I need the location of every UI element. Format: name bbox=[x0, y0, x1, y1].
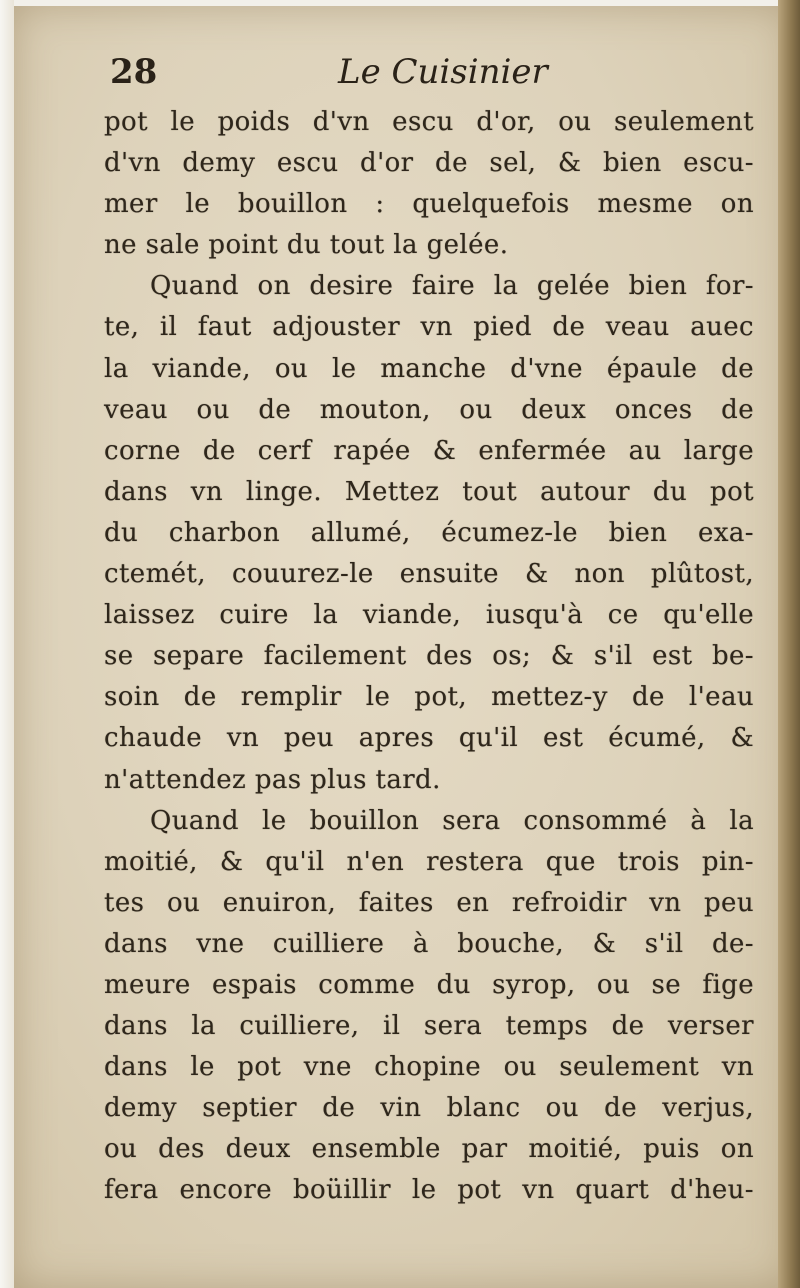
text-line: dans la cuilliere, il sera temps de verser bbox=[104, 1011, 754, 1042]
text-line: Quand on desire faire la gelée bien for- bbox=[150, 271, 754, 302]
page-number: 28 bbox=[110, 52, 158, 92]
text-line: tes ou enuiron, faites en refroidir vn peu bbox=[104, 887, 754, 918]
body-text bbox=[104, 102, 754, 1212]
text-line: la viande, ou le manche d'vne épaule de bbox=[104, 353, 754, 384]
text-line: ne sale point du tout la gelée. bbox=[104, 230, 509, 261]
text-line: veau ou de mouton, ou deux onces de bbox=[104, 394, 754, 425]
running-title: Le Cuisinier bbox=[338, 52, 548, 92]
text-line: chaude vn peu apres qu'il est écumé, & bbox=[104, 723, 754, 754]
text-line: meure espais comme du syrop, ou se fige bbox=[104, 969, 754, 1000]
text-line: d'vn demy escu d'or de sel, & bien escu- bbox=[104, 148, 754, 179]
text-line: du charbon allumé, écumez-le bien exa- bbox=[104, 517, 754, 548]
text-line: dans le pot vne chopine ou seulement vn bbox=[104, 1052, 754, 1083]
text-line: corne de cerf rapée & enfermée au large bbox=[104, 435, 754, 466]
text-line: n'attendez pas plus tard. bbox=[104, 764, 441, 795]
text-line: soin de remplir le pot, mettez-y de l'eau bbox=[104, 682, 754, 713]
running-head bbox=[110, 52, 750, 102]
text-line: se separe facilement des os; & s'il est be- bbox=[104, 641, 754, 672]
text-line: ctemét, couurez-le ensuite & non plûtost, bbox=[104, 559, 754, 590]
text-line: demy septier de vin blanc ou de verjus, bbox=[104, 1093, 754, 1124]
left-page-edge bbox=[0, 0, 14, 1288]
text-line: te, il faut adjouster vn pied de veau auec bbox=[104, 312, 754, 343]
text-line: pot le poids d'vn escu d'or, ou seulement bbox=[104, 107, 754, 137]
text-line: dans vn linge. Mettez tout autour du pot bbox=[104, 476, 754, 507]
text-line: Quand le bouillon sera consommé à la bbox=[150, 805, 754, 836]
text-line: mer le bouillon : quelquefois mesme on bbox=[104, 189, 754, 220]
text-line: ou des deux ensemble par moitié, puis on bbox=[104, 1134, 754, 1165]
text-line: fera encore boüillir le pot vn quart d'heu- bbox=[104, 1175, 754, 1206]
text-line: dans vne cuilliere à bouche, & s'il de- bbox=[104, 928, 754, 959]
text-line: laissez cuire la viande, iusqu'à ce qu'elle bbox=[104, 600, 754, 631]
book-binding-edge bbox=[778, 0, 800, 1288]
text-line: moitié, & qu'il n'en restera que trois pin- bbox=[104, 846, 754, 877]
